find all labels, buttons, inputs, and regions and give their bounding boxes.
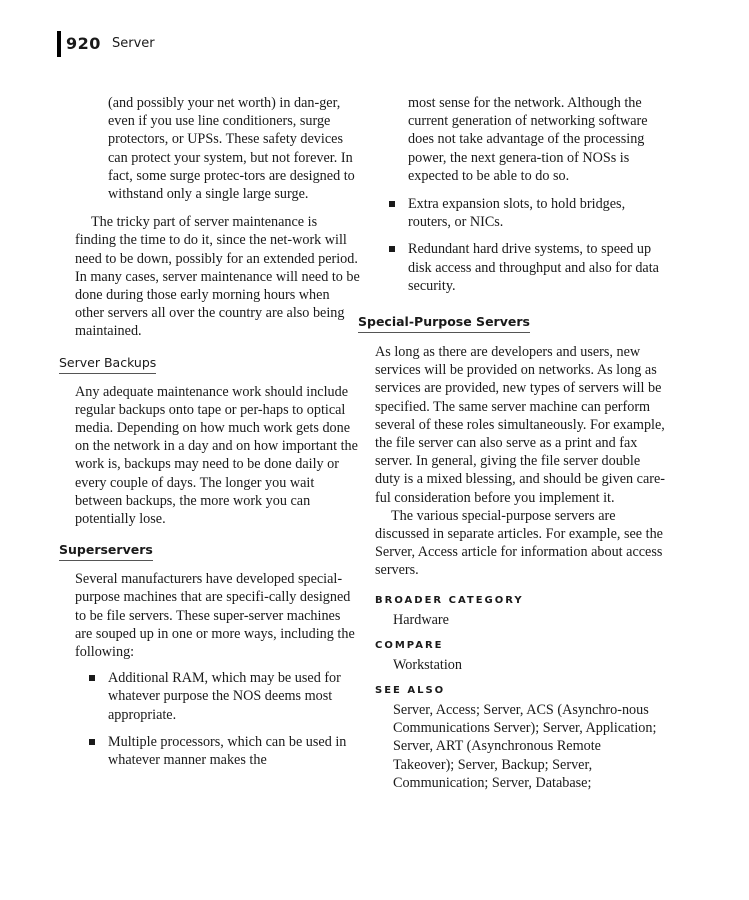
broader-category-label: BROADER CATEGORY <box>375 594 524 606</box>
list-item: Additional RAM, which may be used for whatever purpose the NOS deems most appropriate. <box>75 669 360 724</box>
heading-superservers: Superservers <box>59 542 153 561</box>
compare-value: Workstation <box>393 656 462 673</box>
continued-bullet-text: most sense for the network. Although the current generation of networking software does not take advantage of the processing power, the next genera-tion of NOSs is expected to be able to do so. <box>408 95 648 184</box>
special-purpose-paragraph-2: The various special-purpose servers are discussed in separate articles. For example, see the Server, Access article for information about access servers. <box>375 507 663 579</box>
list-item: Extra expansion slots, to hold bridges, routers, or NICs. <box>375 195 665 231</box>
left-column <box>59 94 360 778</box>
maintenance-paragraph: The tricky part of server maintenance is finding the time to do it, since the net-work will need to be down, possibly for an extended period. In many cases, server maintenance will need to be done during those early morning hours when other servers all over the country are also being maintained. <box>75 214 360 340</box>
broader-category-value: Hardware <box>393 611 449 628</box>
superservers-paragraph: Several manufacturers have developed special-purpose machines that are specifi-cally designed to be file servers. These super-server machines are souped up in one or more ways, including the following: <box>75 571 355 661</box>
bullet-icon <box>89 675 95 681</box>
backups-paragraph: Any adequate maintenance work should include regular backups onto tape or per-haps to optical media. Depending on how much work gets done on the network in a day and on how important the work is, backups may need to be done daily or every couple of days. The longer you wait between backups, the more work you can potentially lose. <box>75 383 358 528</box>
see-also-value: Server, Access; Server, ACS (Asynchro-nous Communications Server); Server, Application; Server, ART (Asynchronous Remote Takeover); Server, Backup; Server, Communication; Server, Database; <box>393 702 657 791</box>
running-title: Server <box>112 36 155 51</box>
features-list <box>375 195 665 295</box>
special-purpose-paragraph: As long as there are developers and users, new services will be provided on networks. As long as services are provided, new types of servers will be specified. The same server machine can perform several of these roles simultaneously. For example, the file server can also serve as a print and fax server. In general, giving the file server double duty is a mixed blessing, and should be given care-ful consideration before you implement it. <box>375 344 665 506</box>
bullet-icon <box>389 246 395 252</box>
page-number: 920 <box>66 34 101 53</box>
heading-special-purpose-servers: Special-Purpose Servers <box>358 314 530 333</box>
right-column <box>358 94 665 792</box>
bullet-icon <box>89 739 95 745</box>
see-also-label: SEE ALSO <box>375 685 446 697</box>
continued-paragraph: (and possibly your net worth) in dan-ger, even if you use line conditioners, surge protectors, or UPSs. These safety devices can protect your system, but not forever. In fact, some surge protec-tors are designed to withstand only a single large surge. <box>108 95 355 203</box>
heading-server-backups: Server Backups <box>59 355 156 374</box>
superservers-list <box>75 669 360 769</box>
bullet-icon <box>389 201 395 207</box>
list-item: Multiple processors, which can be used in whatever manner makes the <box>75 733 360 769</box>
compare-label: COMPARE <box>375 639 444 651</box>
list-item: Redundant hard drive systems, to speed up disk access and throughput and also for data security. <box>375 240 665 295</box>
header-rule <box>57 31 61 57</box>
